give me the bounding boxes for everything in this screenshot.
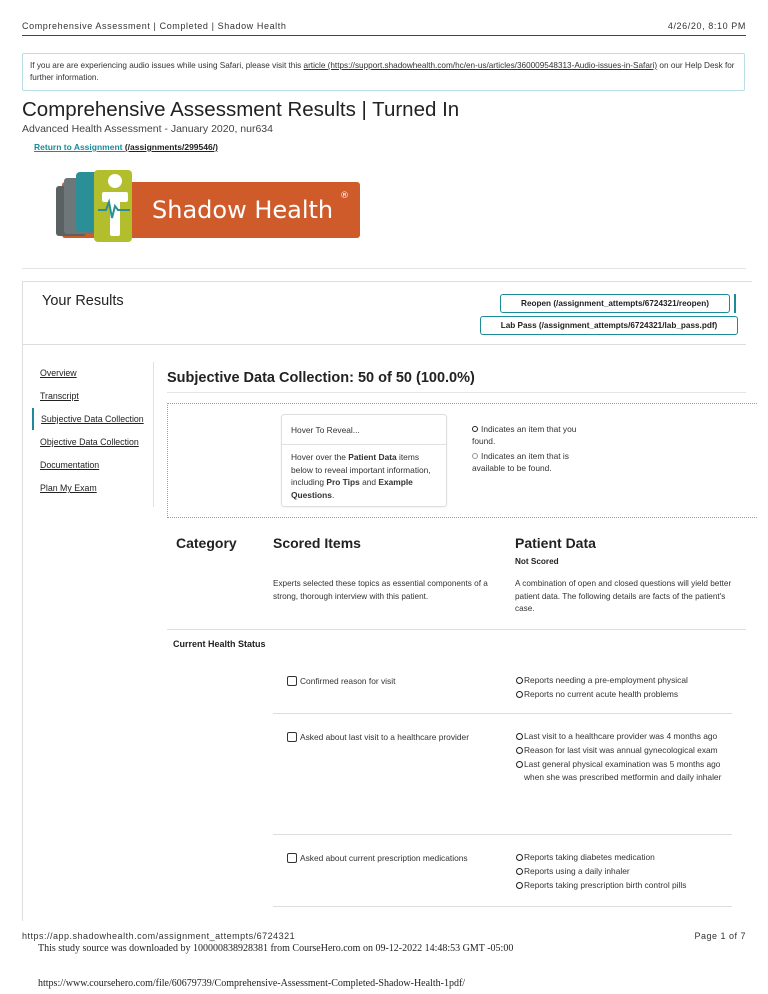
print-footer-page-number: Page 1 of 7: [694, 931, 746, 941]
scored-items-description: Experts selected these topics as essential components of a strong, thorough interview with this patient.: [273, 579, 488, 601]
page-title: Comprehensive Assessment Results | Turned In: [22, 98, 460, 121]
reopen-button-edge: [734, 294, 736, 313]
patient-data-item[interactable]: Reports taking diabetes medication: [516, 851, 736, 864]
not-scored-label: Not Scored: [515, 557, 559, 566]
legend-available: [472, 450, 597, 474]
nav-subjective-data-collection[interactable]: Subjective Data Collection: [32, 408, 144, 430]
nav-documentation[interactable]: Documentation: [40, 460, 100, 470]
checkbox-icon: [287, 676, 297, 686]
hover-card-divider: [282, 444, 446, 445]
patient-data-description: A combination of open and closed questions will yield better patient data. The following details are facts of the patient's case.: [515, 579, 732, 613]
legend-found: [472, 423, 597, 447]
course-subtitle: Advanced Health Assessment - January 2020, nur634: [22, 123, 273, 135]
row-divider: [273, 713, 732, 714]
category-column-header: Category: [176, 535, 237, 551]
legend-box: [167, 403, 757, 518]
found-dot-icon: [472, 426, 478, 432]
notice-text-before: If you are are experiencing audio issues while using Safari, please visit this: [30, 61, 304, 70]
scored-item-label: Confirmed reason for visit: [300, 676, 396, 686]
results-panel-divider: [23, 344, 746, 345]
logo-text: Shadow Health: [152, 196, 334, 224]
patient-data-item[interactable]: Reports using a daily inhaler: [516, 865, 736, 878]
patient-data-item[interactable]: Reports no current acute health problems: [516, 688, 736, 701]
logo-figure-icon: [56, 170, 132, 242]
patient-data-item[interactable]: Reason for last visit was annual gynecological exam: [516, 744, 736, 757]
header-divider: [22, 268, 746, 269]
nav-objective-data-collection[interactable]: Objective Data Collection: [40, 437, 139, 447]
scored-item-label: Asked about current prescription medications: [300, 853, 468, 863]
print-header: [22, 20, 746, 36]
download-source-line: This study source was downloaded by 100000838928381 from CourseHero.com on 09-12-2022 14:48:53 GMT -05:00: [38, 943, 514, 954]
return-to-assignment-link[interactable]: [34, 142, 218, 152]
checkbox-icon: [287, 732, 297, 742]
your-results-heading: Your Results: [42, 293, 124, 309]
legend-found-text: Indicates an item that you found.: [472, 424, 577, 446]
nav-overview[interactable]: Overview: [40, 368, 77, 378]
reopen-button[interactable]: Reopen (/assignment_attempts/6724321/reopen): [500, 294, 730, 313]
results-sidenav: [32, 362, 154, 507]
shadow-health-logo: [54, 168, 364, 250]
notice-article-link[interactable]: article (https://support.shadowhealth.com/hc/en-us/articles/360009548313-Audio-issues-in-Safari): [303, 61, 658, 70]
legend-available-text: Indicates an item that is available to be found.: [472, 451, 569, 473]
row-divider: [273, 834, 732, 835]
print-header-datetime: 4/26/20, 8:10 PM: [667, 21, 746, 31]
lab-pass-button[interactable]: Lab Pass (/assignment_attempts/6724321/lab_pass.pdf): [480, 316, 738, 335]
patient-data-list: [516, 674, 736, 702]
patient-data-column-header: Patient Data: [515, 535, 596, 551]
row-divider: [273, 906, 732, 907]
hover-card-title: Hover To Reveal...: [291, 425, 360, 435]
return-link-path[interactable]: (/assignments/299546/): [124, 142, 218, 152]
print-footer-url: https://app.shadowhealth.com/assignment_attempts/6724321: [22, 931, 296, 941]
patient-data-item[interactable]: Last visit to a healthcare provider was 4 months ago: [516, 730, 736, 743]
notice-text-after: on our Help Desk for further information.: [30, 61, 735, 82]
category-current-health-status: Current Health Status: [173, 639, 266, 649]
print-header-title: Comprehensive Assessment | Completed | Shadow Health: [22, 21, 287, 31]
patient-data-item[interactable]: Last general physical examination was 5 months ago when she was prescribed metformin and daily inhaler: [516, 758, 736, 783]
nav-transcript[interactable]: Transcript: [40, 391, 79, 401]
safari-audio-notice: [22, 53, 745, 91]
scored-item-label: Asked about last visit to a healthcare provider: [300, 732, 469, 742]
available-dot-icon: [472, 453, 478, 459]
table-header-divider: [167, 629, 746, 630]
checkbox-icon: [287, 853, 297, 863]
coursehero-url: https://www.coursehero.com/file/60679739/Comprehensive-Assessment-Completed-Shadow-Health-1pdf/: [38, 978, 466, 989]
section-divider: [167, 392, 746, 393]
patient-data-item[interactable]: Reports needing a pre-employment physical: [516, 674, 736, 687]
logo-registered-mark: ®: [340, 191, 349, 201]
scored-items-column-header: Scored Items: [273, 535, 361, 551]
nav-plan-my-exam[interactable]: Plan My Exam: [40, 483, 97, 493]
patient-data-list: [516, 730, 736, 785]
patient-data-item[interactable]: Reports taking prescription birth control pills: [516, 879, 736, 892]
section-title: Subjective Data Collection: 50 of 50 (100.0%): [167, 370, 475, 386]
patient-data-list: [516, 851, 736, 893]
hover-card-body: Hover over the Patient Data items below to reveal important information, including Pro Tips and Example Questions.: [291, 452, 431, 500]
return-link-label[interactable]: Return to Assignment: [34, 142, 125, 152]
hover-to-reveal-card: [281, 414, 447, 507]
